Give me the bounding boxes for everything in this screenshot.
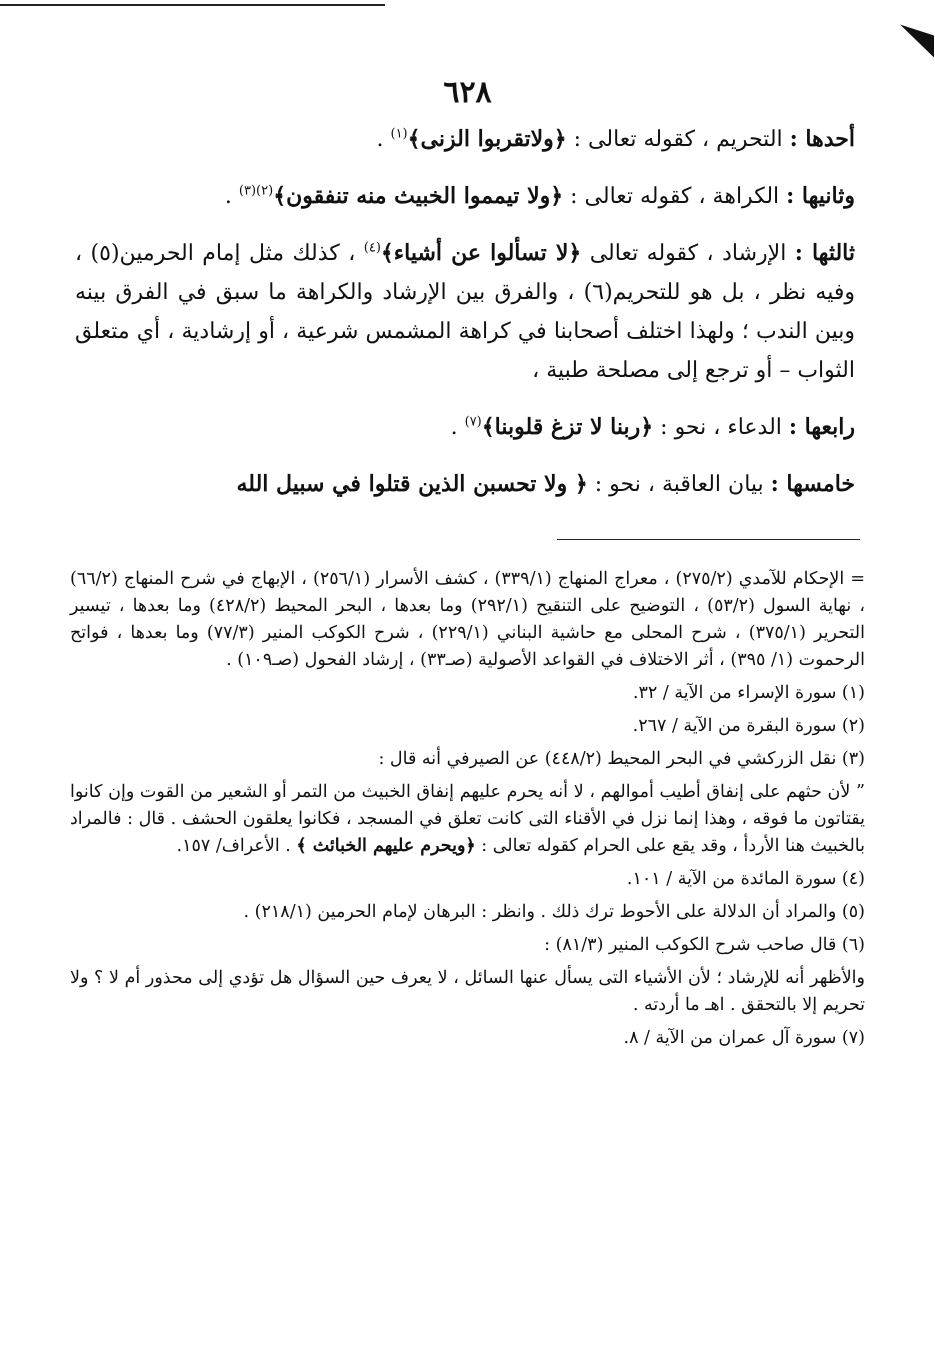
footnotes bbox=[70, 566, 865, 1058]
paragraph-tail: ، كذلك مثل إمام الحرمين(٥) ، وفيه نظر ، بل هو للتحريم(٦) ، والفرق بين الإرشاد والكراهة ما سبق في الفرق بينه وبين الندب ؛ ولهذا اختلف أصحابنا في كراهة المشمس شرعية ، أو إرشادية ، أي متعلق الثواب – أو ترجع إلى مصلحة طبية ، bbox=[75, 241, 856, 383]
paragraph-fourth bbox=[75, 408, 855, 447]
quran-verse: ﴿لا تسألوا عن أشياء﴾ bbox=[380, 240, 582, 266]
quran-verse: ﴿ربنا لا تزغ قلوبنا﴾ bbox=[481, 414, 654, 440]
corner-arrow-icon bbox=[900, 24, 934, 57]
footnote-separator bbox=[557, 539, 860, 540]
paragraph-tail: . bbox=[376, 127, 391, 152]
paragraph-text: بيان العاقبة ، نحو : bbox=[587, 472, 771, 497]
paragraph-first bbox=[75, 120, 855, 159]
footnote-continuation: = الإحكام للآمدي (٢٧٥/٢) ، معراج المنهاج (٣٣٩/١) ، كشف الأسرار (٢٥٦/١) ، الإبهاج في شرح المنهاج (٦٦/٢) ، نهاية السول (٥٣/٢) ، التوضيح على التنقيح (٢٩٢/١) وما بعدها ، البحر المحيط (٤٢٨/٢) وما بعدها ، تيسير التحرير (٣٧٥/١) ، شرح المحلى مع حاشية البناني (٢٢٩/١) ، شرح الكوكب المنير (٧٧/٣) وما بعدها ، فواتح الرحموت (١/ ٣٩٥) ، أثر الاختلاف في القواعد الأصولية (صـ٣٣) ، إرشاد الفحول (صـ١٠٩) . bbox=[70, 569, 866, 670]
footnote-6-quote: والأظهر أنه للإرشاد ؛ لأن الأشياء التى يسأل عنها السائل ، لا يعرف حين السؤال هل تؤدي إلى محذور أم لا ؟ ولا تحريم إلا بالتحقق . اهـ ما أردته . bbox=[70, 968, 865, 1015]
footnote-5: (٥) والمراد أن الدلالة على الأحوط ترك ذلك . وانظر : البرهان لإمام الحرمين (٢١٨/١) . bbox=[243, 902, 865, 922]
lead-word: وثانيها : bbox=[786, 183, 855, 209]
quran-verse: ﴿ويحرم عليهم الخبائث ﴾ bbox=[296, 836, 476, 856]
footnote-ref: (١) bbox=[390, 126, 408, 142]
footnote-ref: (٤) bbox=[363, 240, 381, 256]
lead-word: خامسها : bbox=[770, 471, 855, 497]
paragraph-text: الإرشاد ، كقوله تعالى bbox=[581, 241, 795, 266]
footnote-6: (٦) قال صاحب شرح الكوكب المنير (٨١/٣) : bbox=[544, 935, 865, 955]
lead-word: رابعها : bbox=[788, 414, 855, 440]
footnote-3: (٣) نقل الزركشي في البحر المحيط (٤٤٨/٢) عن الصيرفي أنه قال : bbox=[378, 749, 865, 769]
paragraph-tail: . bbox=[224, 184, 239, 209]
quran-verse: ﴿ ولا تحسبن الذين قتلوا في سبيل الله bbox=[236, 471, 588, 497]
paragraph-text: الدعاء ، نحو : bbox=[653, 415, 789, 440]
quote-text: ” لأن حثهم على إنفاق أطيب أموالهم ، لا أنه يحرم عليهم إنفاق الخبيث من التمر أو الشعير من القوت وإن كانوا يقتاتون ما فوقه ، وهذا إنما نزل في الأقناء التى كانت تعلق في المسجد ، فكانوا يعلقون الحشف . قال : فالمراد بالخبيث هنا الأردأ ، وقد يقع على الحرام كقوله تعالى : bbox=[70, 782, 865, 856]
lead-word: أحدها : bbox=[789, 126, 855, 152]
footnote-1: (١) سورة الإسراء من الآية / ٣٢. bbox=[632, 683, 865, 703]
paragraph-fifth bbox=[75, 465, 855, 504]
top-rule bbox=[0, 4, 385, 6]
paragraph-third bbox=[75, 234, 855, 390]
footnote-3-quote bbox=[70, 779, 865, 860]
verse-reference: . الأعراف/ ١٥٧. bbox=[176, 836, 297, 856]
quran-verse: ﴿ولا تيمموا الخبيث منه تنفقون﴾ bbox=[273, 183, 564, 209]
page-number: ٦٢٨ bbox=[443, 75, 492, 110]
footnote-ref: (٧) bbox=[464, 414, 482, 430]
lead-word: ثالثها : bbox=[794, 240, 855, 266]
footnote-7: (٧) سورة آل عمران من الآية / ٨. bbox=[623, 1028, 865, 1048]
paragraph-text: الكراهة ، كقوله تعالى : bbox=[563, 184, 787, 209]
paragraph-text: التحريم ، كقوله تعالى : bbox=[566, 127, 790, 152]
footnote-4: (٤) سورة المائدة من الآية / ١٠١. bbox=[626, 869, 865, 889]
paragraph-tail: . bbox=[450, 415, 465, 440]
main-text bbox=[75, 120, 855, 522]
paragraph-second bbox=[75, 177, 855, 216]
footnote-2: (٢) سورة البقرة من الآية / ٢٦٧. bbox=[632, 716, 865, 736]
quran-verse: ﴿ولاتقربوا الزنى﴾ bbox=[407, 126, 567, 152]
footnote-ref: (٢)(٣) bbox=[238, 183, 274, 199]
